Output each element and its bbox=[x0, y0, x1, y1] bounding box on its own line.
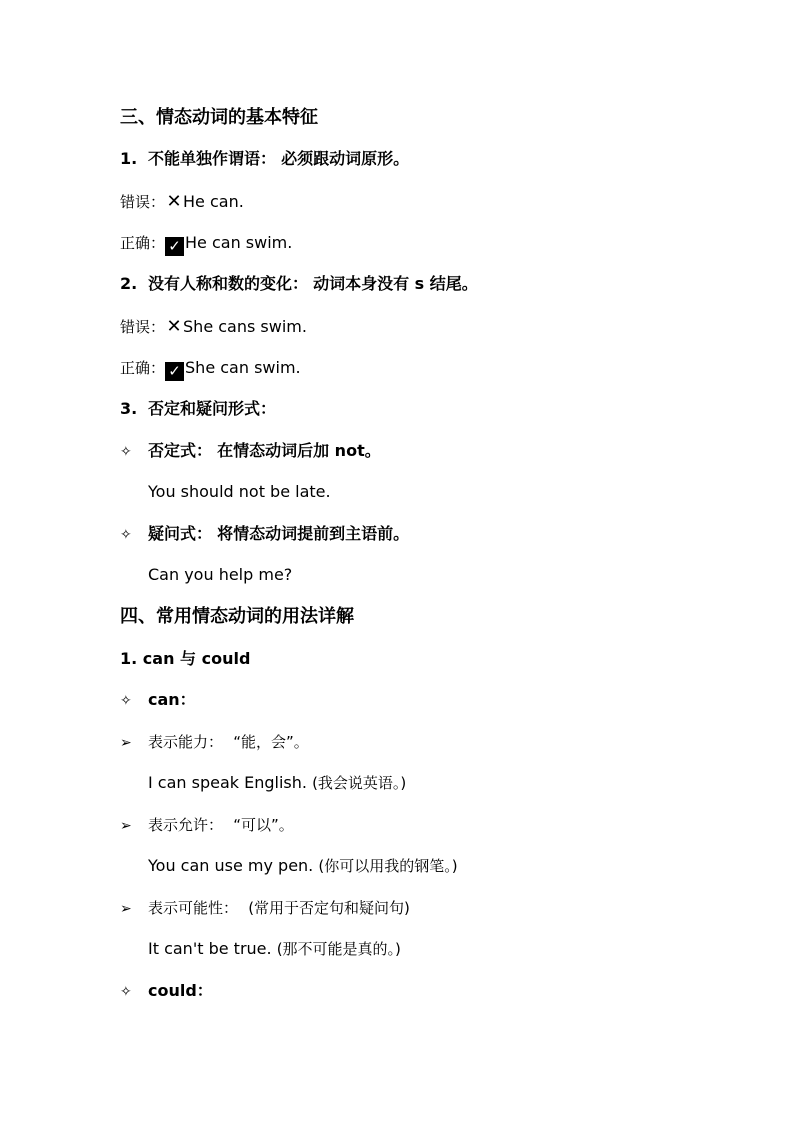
can-heading bbox=[120, 690, 196, 710]
negative-example: You should not be late. bbox=[148, 482, 331, 501]
example-translation: (我会说英语。) bbox=[312, 774, 407, 792]
section-3-heading: 三、情态动词的基本特征 bbox=[120, 107, 318, 128]
right-sentence: He can swim. bbox=[185, 233, 293, 252]
rule-3 bbox=[120, 399, 276, 418]
wrong-sentence: She cans swim. bbox=[183, 317, 307, 336]
section-4-heading: 四、常用情态动词的用法详解 bbox=[120, 606, 354, 627]
negative-text: 在情态动词后加 not。 bbox=[217, 441, 381, 460]
example-sentence: I can speak English. bbox=[148, 773, 307, 792]
negative-form bbox=[120, 441, 381, 461]
question-example: Can you help me? bbox=[148, 565, 293, 584]
rule-3-label: 否定和疑问形式： bbox=[148, 399, 277, 418]
ability-text: “能，会”。 bbox=[233, 733, 309, 751]
permission-usage bbox=[120, 815, 294, 835]
could-heading bbox=[120, 981, 213, 1001]
could-label: could： bbox=[148, 981, 213, 1000]
sparkle-bullet-icon: ✧ bbox=[120, 527, 132, 543]
arrow-bullet-icon: ➢ bbox=[120, 818, 132, 834]
right-sentence: She can swim. bbox=[185, 358, 301, 377]
rule-1-text: 必须跟动词原形。 bbox=[281, 149, 410, 168]
example-translation: (你可以用我的钢笔。) bbox=[318, 857, 458, 875]
sparkle-bullet-icon: ✧ bbox=[120, 693, 132, 709]
question-form bbox=[120, 524, 409, 544]
right-example-2 bbox=[120, 358, 301, 381]
rule-2-text: 动词本身没有 s 结尾。 bbox=[313, 274, 478, 293]
possibility-label: 表示可能性： bbox=[148, 899, 239, 917]
arrow-bullet-icon: ➢ bbox=[120, 735, 132, 751]
possibility-text: (常用于否定句和疑问句) bbox=[248, 899, 410, 917]
wrong-example-2 bbox=[120, 316, 307, 338]
rule-2-label: 没有人称和数的变化： bbox=[148, 274, 309, 293]
negative-label: 否定式： bbox=[148, 441, 213, 460]
rule-1-number: 1. bbox=[120, 149, 138, 168]
sparkle-bullet-icon: ✧ bbox=[120, 984, 132, 1000]
permission-example bbox=[148, 856, 458, 875]
right-label: 正确： bbox=[120, 234, 166, 252]
rule-1 bbox=[120, 149, 409, 168]
ability-example bbox=[148, 773, 406, 792]
wrong-sentence: He can. bbox=[183, 192, 244, 211]
cross-icon: ✕ bbox=[166, 316, 182, 337]
cross-icon: ✕ bbox=[166, 191, 182, 212]
ability-usage bbox=[120, 732, 309, 752]
wrong-example-1 bbox=[120, 191, 244, 213]
example-sentence: You can use my pen. bbox=[148, 856, 314, 875]
example-sentence: It can't be true. bbox=[148, 939, 272, 958]
arrow-bullet-icon: ➢ bbox=[120, 901, 132, 917]
right-label: 正确： bbox=[120, 359, 166, 377]
wrong-label: 错误： bbox=[120, 318, 166, 336]
possibility-usage bbox=[120, 898, 410, 918]
question-label: 疑问式： bbox=[148, 524, 213, 543]
wrong-label: 错误： bbox=[120, 193, 166, 211]
possibility-example bbox=[148, 939, 401, 958]
rule-2-number: 2. bbox=[120, 274, 138, 293]
rule-3-number: 3. bbox=[120, 399, 138, 418]
checkmark-icon: ✓ bbox=[165, 362, 184, 381]
right-example-1 bbox=[120, 233, 292, 256]
sparkle-bullet-icon: ✧ bbox=[120, 444, 132, 460]
example-translation: (那不可能是真的。) bbox=[276, 940, 401, 958]
can-label: can： bbox=[148, 690, 196, 709]
rule-1-label: 不能单独作谓语： bbox=[148, 149, 277, 168]
section-4-subtitle: 1. can 与 could bbox=[120, 649, 251, 668]
permission-text: “可以”。 bbox=[233, 816, 294, 834]
permission-label: 表示允许： bbox=[148, 816, 224, 834]
rule-2 bbox=[120, 274, 478, 293]
question-text: 将情态动词提前到主语前。 bbox=[217, 524, 410, 543]
checkmark-icon: ✓ bbox=[165, 237, 184, 256]
ability-label: 表示能力： bbox=[148, 733, 224, 751]
